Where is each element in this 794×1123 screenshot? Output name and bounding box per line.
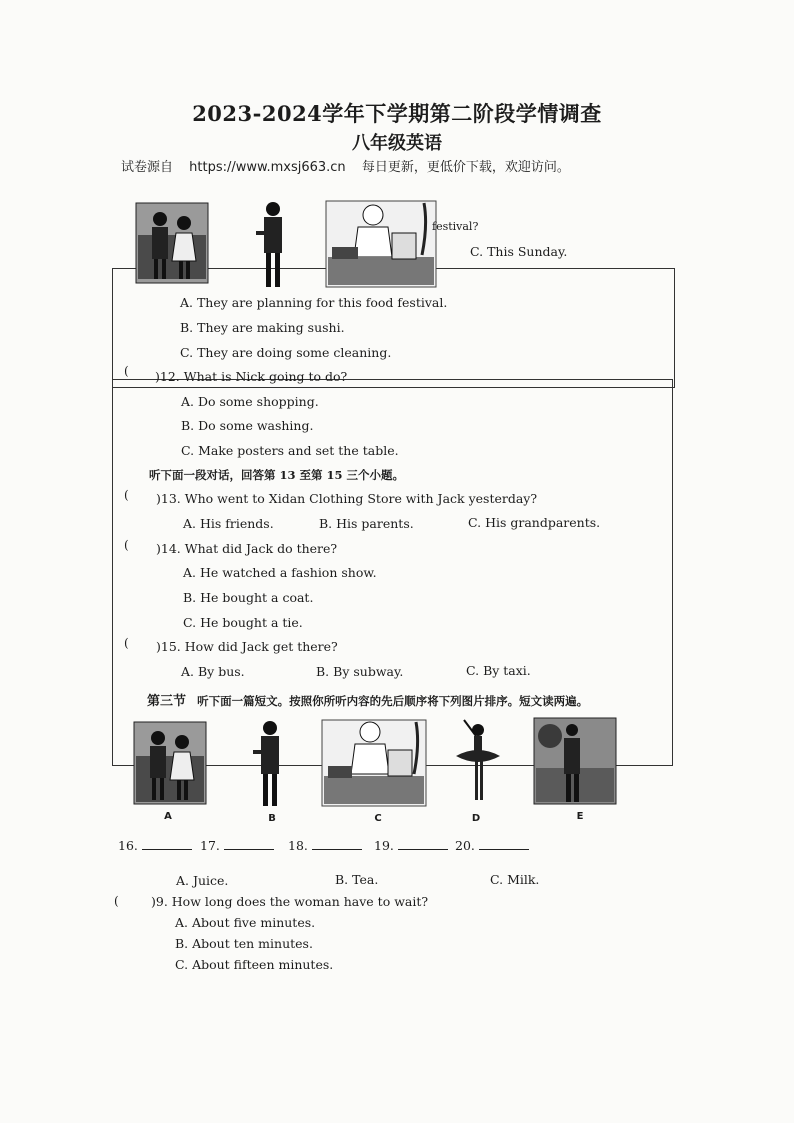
q8-option-b: B. Tea. xyxy=(335,872,379,887)
page-title: 2023-2024学年下学期第二阶段学情调查 xyxy=(192,101,602,126)
picture-two-people-icon xyxy=(136,203,208,283)
q15-option-a: A. By bus. xyxy=(181,664,245,679)
blank-line[interactable] xyxy=(398,849,448,850)
blank-number: 20. xyxy=(455,838,475,853)
picture-label-a: A xyxy=(164,811,172,822)
blank-line[interactable] xyxy=(142,849,192,850)
q9-prompt: )9. How long does the woman have to wait? xyxy=(151,894,429,909)
section3-head: 第三节 xyxy=(147,694,187,709)
picture-label-c: C xyxy=(374,813,382,824)
section3-text: 听下面一篇短文。按照你所听内容的先后顺序将下列图片排序。短文读两遍。 xyxy=(197,694,589,708)
q15-prompt: )15. How did Jack get there? xyxy=(156,639,338,654)
q9-option-c: C. About fifteen minutes. xyxy=(175,957,334,972)
answer-blank-18 xyxy=(288,838,362,853)
top-picture-strip xyxy=(130,195,440,291)
q13-option-a: A. His friends. xyxy=(183,516,274,531)
q14-option-a: A. He watched a fashion show. xyxy=(183,565,377,580)
source-url[interactable]: https://www.mxsj663.cn xyxy=(189,160,346,175)
pictures-row xyxy=(130,716,620,808)
picture-label-e: E xyxy=(576,811,584,822)
section3-heading xyxy=(147,690,588,709)
picture-label-b: B xyxy=(268,813,276,824)
picture-a-two-people-icon xyxy=(134,722,206,804)
picture-c-man-at-desk-icon xyxy=(322,720,426,806)
option-this-sunday: C. This Sunday. xyxy=(470,244,568,259)
instruction-13-15: 听下面一段对话，回答第 13 至第 15 三个小题。 xyxy=(149,468,405,482)
q8-option-c: C. Milk. xyxy=(490,872,540,887)
q14-option-c: C. He bought a tie. xyxy=(183,615,303,630)
picture-man-at-desk-icon xyxy=(326,201,436,287)
q11-option-a: A. They are planning for this food festival. xyxy=(180,295,448,310)
q12-bracket: ( xyxy=(124,364,129,378)
source-note: 每日更新，更低价下载，欢迎访问。 xyxy=(361,160,570,175)
picture-e-man-in-park-icon xyxy=(534,718,616,804)
q12-option-b: B. Do some washing. xyxy=(181,418,314,433)
picture-b-man-standing-icon xyxy=(253,721,279,806)
festival-fragment: festival? xyxy=(432,220,479,233)
source-label: 试卷源自 xyxy=(121,160,174,175)
picture-label-d: D xyxy=(471,813,481,824)
q14-prompt: )14. What did Jack do there? xyxy=(156,541,338,556)
answer-blank-16 xyxy=(118,838,192,853)
answer-blank-17 xyxy=(200,838,274,853)
q13-option-b: B. His parents. xyxy=(319,516,414,531)
page-subtitle: 八年级英语 xyxy=(352,133,442,154)
q9-option-a: A. About five minutes. xyxy=(175,915,316,930)
picture-man-standing-icon xyxy=(256,202,282,287)
q12-option-a: A. Do some shopping. xyxy=(181,394,319,409)
q15-option-b: B. By subway. xyxy=(316,664,404,679)
q15-option-c: C. By taxi. xyxy=(466,663,531,678)
q15-bracket: ( xyxy=(124,636,129,650)
q14-bracket: ( xyxy=(124,538,129,552)
q9-bracket: ( xyxy=(114,894,119,908)
q12-prompt: )12. What is Nick going to do? xyxy=(155,369,348,384)
q12-option-c: C. Make posters and set the table. xyxy=(181,443,399,458)
q11-option-c: C. They are doing some cleaning. xyxy=(180,345,392,360)
q9-option-b: B. About ten minutes. xyxy=(175,936,313,951)
q8-option-a: A. Juice. xyxy=(176,873,229,888)
blank-number: 16. xyxy=(118,838,138,853)
blank-number: 18. xyxy=(288,838,308,853)
q11-option-b: B. They are making sushi. xyxy=(180,320,345,335)
q14-option-b: B. He bought a coat. xyxy=(183,590,314,605)
blank-line[interactable] xyxy=(312,849,362,850)
q13-option-c: C. His grandparents. xyxy=(468,515,601,530)
q13-prompt: )13. Who went to Xidan Clothing Store with Jack yesterday? xyxy=(156,491,538,506)
answer-blank-19 xyxy=(374,838,448,853)
answer-blank-20 xyxy=(455,838,529,853)
blank-line[interactable] xyxy=(479,849,529,850)
source-line xyxy=(121,156,582,175)
blank-number: 17. xyxy=(200,838,220,853)
picture-d-dancer-icon xyxy=(456,720,500,800)
blank-number: 19. xyxy=(374,838,394,853)
blank-line[interactable] xyxy=(224,849,274,850)
q13-bracket: ( xyxy=(124,488,129,502)
